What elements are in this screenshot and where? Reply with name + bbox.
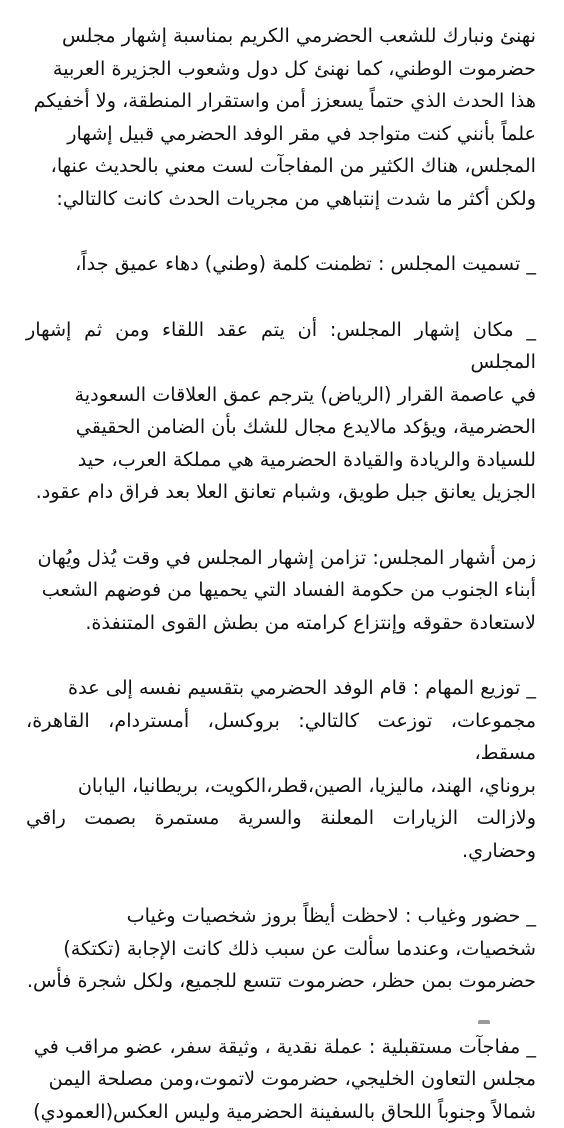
paragraph-spacer [26, 281, 536, 314]
announcement-time-paragraph: زمن أشهار المجلس: تزامن إشهار المجلس في وقت يُذل ويُهان أبناء الجنوب من حكومة الفساد التي يحميها من فوضهم الشعب لاستعادة حقوقه وإنتزاع كرامته من بطش القوى المتنفذة. [26, 542, 536, 640]
paragraph-spacer [26, 509, 536, 542]
cropped-mark [478, 1020, 490, 1024]
intro-paragraph: نهنئ ونبارك للشعب الحضرمي الكريم بمناسبة إشهار مجلس حضرموت الوطني، كما نهنئ كل دول وشعوب الجزيرة العربية هذا الحدث الذي حتماً يسعزز أمن واستقرار المنطقة، ولا أخفيكم علماً بأنني كنت متواجد في مقر الوفد الحضرمي قبيل إشهار المجلس، هناك الكثير من المفاجآت لست معني بالحديث عنها، ولكن أكثر ما شدت إنتباهي من مجريات الحدث كانت كالتالي: [26, 20, 536, 215]
paragraph-spacer [26, 639, 536, 672]
paragraph-spacer [26, 215, 536, 248]
council-naming-paragraph: _ تسميت المجلس : تظمنت كلمة (وطني) دهاء عميق جداً، [26, 248, 536, 281]
paragraph-spacer [26, 867, 536, 900]
presence-absence-paragraph: _ حضور وغياب : لاحظت أيظاً بروز شخصيات وغياب شخصيات، وعندما سألت عن سبب ذلك كانت الإجابة (تكتكة) حضرموت بمن حظر، حضرموت تتسع للجميع، ولكل شجرة فأس. [26, 900, 536, 998]
task-distribution-paragraph: _ توزيع المهام : قام الوفد الحضرمي بتقسيم نفسه إلى عدة مجموعات، توزعت كالتالي: بروكسل، أمستردام، القاهرة، مسقط، بروناي، الهند، ماليزيا، الصين،قطر،الكويت، بريطانيا، اليابان ولازالت الزيارات المعلنة والسرية مستمرة بصمت راقي وحضاري. [26, 672, 536, 867]
announcement-location-paragraph: _ مكان إشهار المجلس: أن يتم عقد اللقاء ومن ثم إشهار المجلس في عاصمة القرار (الرياض) يترجم عمق العلاقات السعودية الحضرمية، ويؤكد مالايدع مجال للشك بأن الضامن الحقيقي للسيادة والريادة والقيادة الحضرمية هي مملكة العرب، حيد الجزيل يعانق جبل طويق، وشبام تعانق العلا بعد فراق دام عقود. [26, 314, 536, 509]
future-surprises-paragraph: _ مفاجآت مستقبلية : عملة نقدية ، وثيقة سفر، عضو مراقب في مجلس التعاون الخليجي، حضرموت لاتموت،ومن مصلحة اليمن شمالاً وجنوباً اللحاق بالسفينة الحضرمية وليس العكس(العمودي) [26, 1031, 536, 1128]
